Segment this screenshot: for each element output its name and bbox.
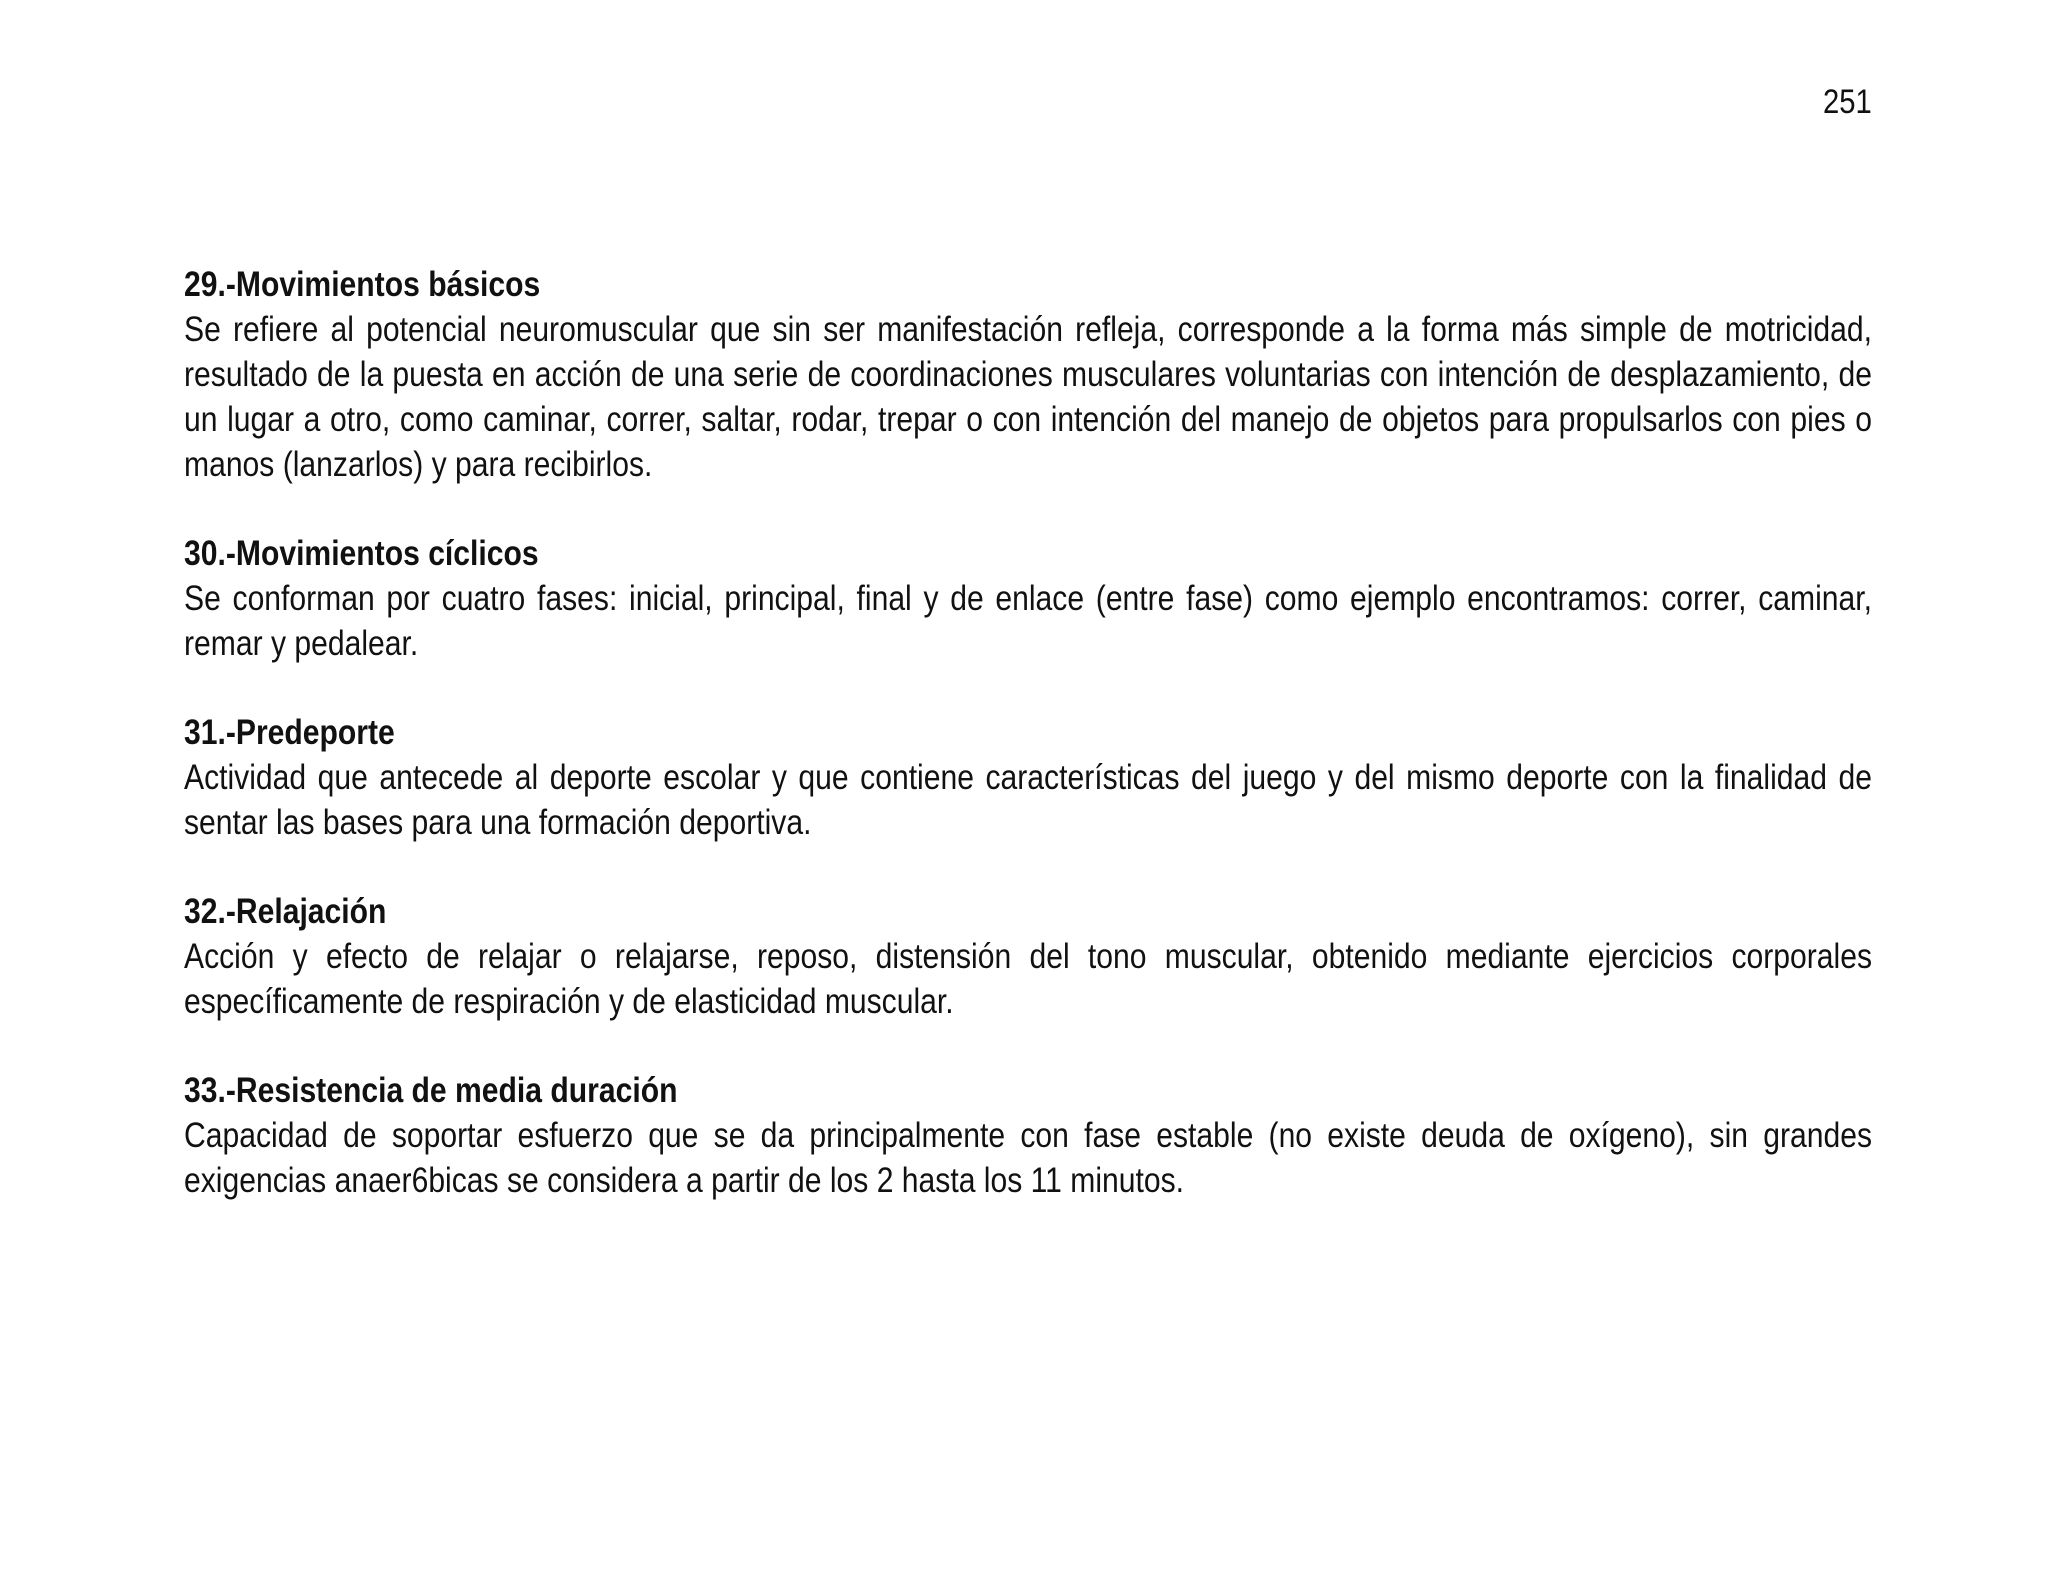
glossary-content [184, 262, 1872, 1247]
entry-definition: Se conforman por cuatro fases: inicial, principal, final y de enlace (entre fase) como ejemplo encontramos: correr, caminar, remar y pedalear. [184, 579, 1873, 663]
entry-term: 29.-Movimientos básicos [184, 265, 541, 304]
entry-term: 30.-Movimientos cíclicos [184, 534, 539, 573]
glossary-entry-33 [184, 1068, 1872, 1203]
entry-term: 33.-Resistencia de media duración [184, 1071, 678, 1110]
glossary-entry-29 [184, 262, 1872, 487]
page-number: 251 [1823, 83, 1872, 121]
entry-term: 31.-Predeporte [184, 713, 395, 752]
entry-definition: Acción y efecto de relajar o relajarse, reposo, distensión del tono muscular, obtenido mediante ejercicios corporales específicamente de respiración y de elasticidad muscular. [184, 937, 1873, 1021]
entry-term: 32.-Relajación [184, 892, 387, 931]
glossary-entry-31 [184, 710, 1872, 845]
entry-definition: Capacidad de soportar esfuerzo que se da principalmente con fase estable (no existe deuda de oxígeno), sin grandes exigencias anaer6bicas se considera a partir de los 2 hasta los 11 minutos. [184, 1116, 1873, 1200]
glossary-entry-30 [184, 531, 1872, 666]
glossary-entry-32 [184, 889, 1872, 1024]
entry-definition: Actividad que antecede al deporte escolar y que contiene características del juego y del mismo deporte con la finalidad de sentar las bases para una formación deportiva. [184, 758, 1873, 842]
entry-definition: Se refiere al potencial neuromuscular que sin ser manifestación refleja, corresponde a la forma más simple de motricidad, resultado de la puesta en acción de una serie de coordinaciones musculares voluntarias con intención de desplazamiento, de un lugar a otro, como caminar, correr, saltar, rodar, trepar o con intención del manejo de objetos para propulsarlos con pies o manos (lanzarlos) y para recibirlos. [184, 310, 1873, 484]
